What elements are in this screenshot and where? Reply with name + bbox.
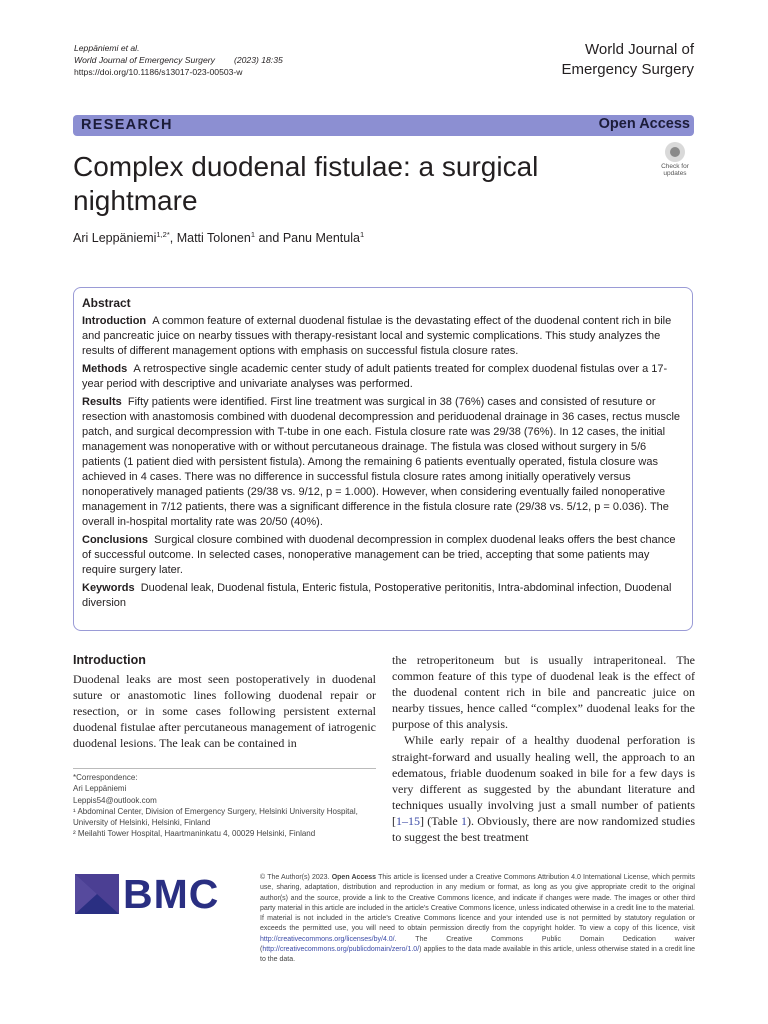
author-affiliation: 1,2* [156,230,170,239]
abstract-section [82,362,682,392]
abstract-section [82,395,682,530]
check-updates-icon [665,142,685,162]
abstract-section-text: Duodenal leak, Duodenal fistula, Enteric fistula, Postoperative peritonitis, Intra-abdominal infection, Duodenal diversion [82,582,672,609]
article-type-label: RESEARCH [81,117,173,133]
bmc-logo-icon [75,874,119,918]
body-column-left [73,652,376,752]
author-affiliation: 1 [359,230,365,239]
abstract-section-label: Introduction [82,315,147,327]
open-access-label: Open Access [598,116,690,132]
check-updates-line1: Check for [661,163,689,170]
footnotes [73,768,376,840]
body-text: ). Obviously, there are now randomized studies to suggest the best treatment [392,813,695,845]
citation-link[interactable]: 1–15 [396,813,420,828]
abstract-heading: Abstract [82,296,131,310]
license-text [260,873,695,966]
license-open-access: Open Access [331,874,377,881]
license-link-cc-by[interactable]: http://creativecommons.org/licenses/by/4.0/ [260,935,395,943]
abstract-section [82,581,682,611]
body-text: While early repair of a healthy duodenal perforation is straight-forward and usually healing well, the approach to an edematous, friable duodenum soaked in bile for a few days is very different as suggested by the abundant literature and techniques usually involving just a small number of patients [ [392,733,695,828]
authors-short: Leppäniemi et al. [74,43,140,53]
license-body: . The Creative Commons Public Domain Dedication waiver ( [260,935,695,954]
article-title-line1: Complex duodenal fistulae: a surgical [73,151,539,182]
body-column-right [392,652,695,845]
license-link-cc0[interactable]: http://creativecommons.org/publicdomain/zero/1.0/ [262,946,420,954]
body-paragraph [392,732,695,845]
author-name[interactable]: Panu Mentula [282,231,360,246]
table-link[interactable]: 1 [460,813,467,828]
abstract-section-text: Fifty patients were identified. First line treatment was surgical in 38 (76%) cases and consisted of resuture or resection with anastomosis combined with duodenal decompression and periduodenal drainage in 36 cases, rectus muscle patch, and surgical decompression with T-tube in one each. Fistula closure rate was 29/38 (76%). In 12 cases, the initial management was nonoperative with or without percutaneous drainage. The fistula was closed without surgery in 5/6 patients (1 patient died with persistent fistula). Among the remaining 6 patients eventually operated, fistula closure was achieved in 4 cases. There was no difference in successful fistula closure rates among initially operatively versus nonoperatively managed patients (29/38 vs. 9/12, p = 1.000). However, when considering eventually failed nonoperative management in 7/12 patients, there was a significant difference in the fistula closure rate (29/38 vs. 5/12, p = 0.036). The overall in-hospital mortality rate was 20/50 (40%). [82,396,681,528]
section-heading: Introduction [73,653,146,667]
author-name[interactable]: Matti Tolonen [176,231,251,246]
bmc-logo[interactable] [75,871,220,917]
affiliation-1: ¹ Abdominal Center, Division of Emergency Surgery, Helsinki University Hospital, University of Helsinki, Helsinki, Finland [73,806,358,828]
journal-citation-name: World Journal of Emergency Surgery [74,55,215,65]
license-body: This article is licensed under a Creative Commons Attribution 4.0 International License, which permits use, sharing, adaptation, distribution and reproduction in any medium or format, as long as you give appropriate credit to the original author(s) and the source, provide a link to the Creative Commons licence, and indicate if changes were made. The images or other third party material in this article are included in the article’s Creative Commons licence, unless indicated otherwise in a credit line to the material. If material is not included in the article’s Creative Commons licence and your intended use is not permitted by statutory regulation or exceeds the permitted use, you will need to obtain permission directly from the copyright holder. To view a copy of this licence, visit [260,874,695,933]
abstract-section-label: Results [82,396,122,408]
author-affiliation: 1 [250,230,255,239]
author-name[interactable]: Ari Leppäniemi [73,231,157,246]
citation-block [74,42,283,78]
abstract-section-label: Keywords [82,582,135,594]
author-separator: , [169,231,177,246]
journal-citation [74,54,283,66]
abstract-section-text: A common feature of external duodenal fistulae is the devastating effect of the duodenal content rich in bile and pancreatic juice on nearby tissues with therapy-resistant local and systemic complications. This study analyzes the results of different management options with emphasis on successful fistula closure rates. [82,315,672,357]
journal-name [561,40,694,80]
correspondence-label: *Correspondence: [73,773,138,782]
correspondence-email[interactable]: Leppis54@outlook.com [73,795,157,805]
author-list [73,230,364,245]
body-paragraph: the retroperitoneum but is usually intraperitoneal. The common feature of this type of duodenal leak is the effect of the duodenal content rich in bile and pancreatic juice on nearby tissues, hence called “complex” duodenal leaks for the purpose of this analysis. [392,653,695,732]
article-type-banner [73,115,694,136]
check-updates-line2: updates [663,170,687,177]
abstract-content [82,296,682,614]
journal-year-volume: (2023) 18:35 [234,55,283,65]
article-title [73,150,593,218]
article-title-line2: nightmare [73,185,198,216]
check-updates-text [655,163,695,177]
abstract-section-label: Conclusions [82,534,149,546]
abstract-section [82,533,682,578]
abstract-section [82,314,682,359]
license-copyright: © The Author(s) 2023. [260,874,332,881]
abstract-box [73,287,693,631]
abstract-section-text: A retrospective single academic center study of adult patients treated for complex duodenal fistulas over a 17-year period with descriptive and univariate analyses was performed. [82,363,668,390]
affiliation-2: ² Meilahti Tower Hospital, Haartmaninkatu 4, 00029 Helsinki, Finland [73,829,316,839]
bmc-logo-text: BMC [123,871,220,917]
journal-name-line1: World Journal of [585,41,694,58]
journal-name-line2: Emergency Surgery [561,61,694,78]
body-text: ] (Table [420,813,461,828]
abstract-section-label: Methods [82,363,128,375]
author-separator: and [255,231,283,246]
check-for-updates-badge[interactable] [655,142,695,180]
license-body: ) applies to the data made available in this article, unless otherwise stated in a credit line to the data. [260,946,695,964]
body-paragraph: Duodenal leaks are most seen postoperatively in duodenal suture or anastomotic lines following duodenal repair or resection, or in some cases following persistent external duodenal fistulae after percutaneous management of iatrogenic duodenal lesions. The leak can be contained in [73,672,376,751]
abstract-section-text: Surgical closure combined with duodenal decompression in complex duodenal leaks offers the best chance of successful outcome. In selected cases, nonoperative management can be tried, accepting that some patients may require surgery later. [82,534,676,576]
correspondence-name: Ari Leppäniemi [73,784,127,794]
doi-link[interactable]: https://doi.org/10.1186/s13017-023-00503-w [74,67,243,77]
